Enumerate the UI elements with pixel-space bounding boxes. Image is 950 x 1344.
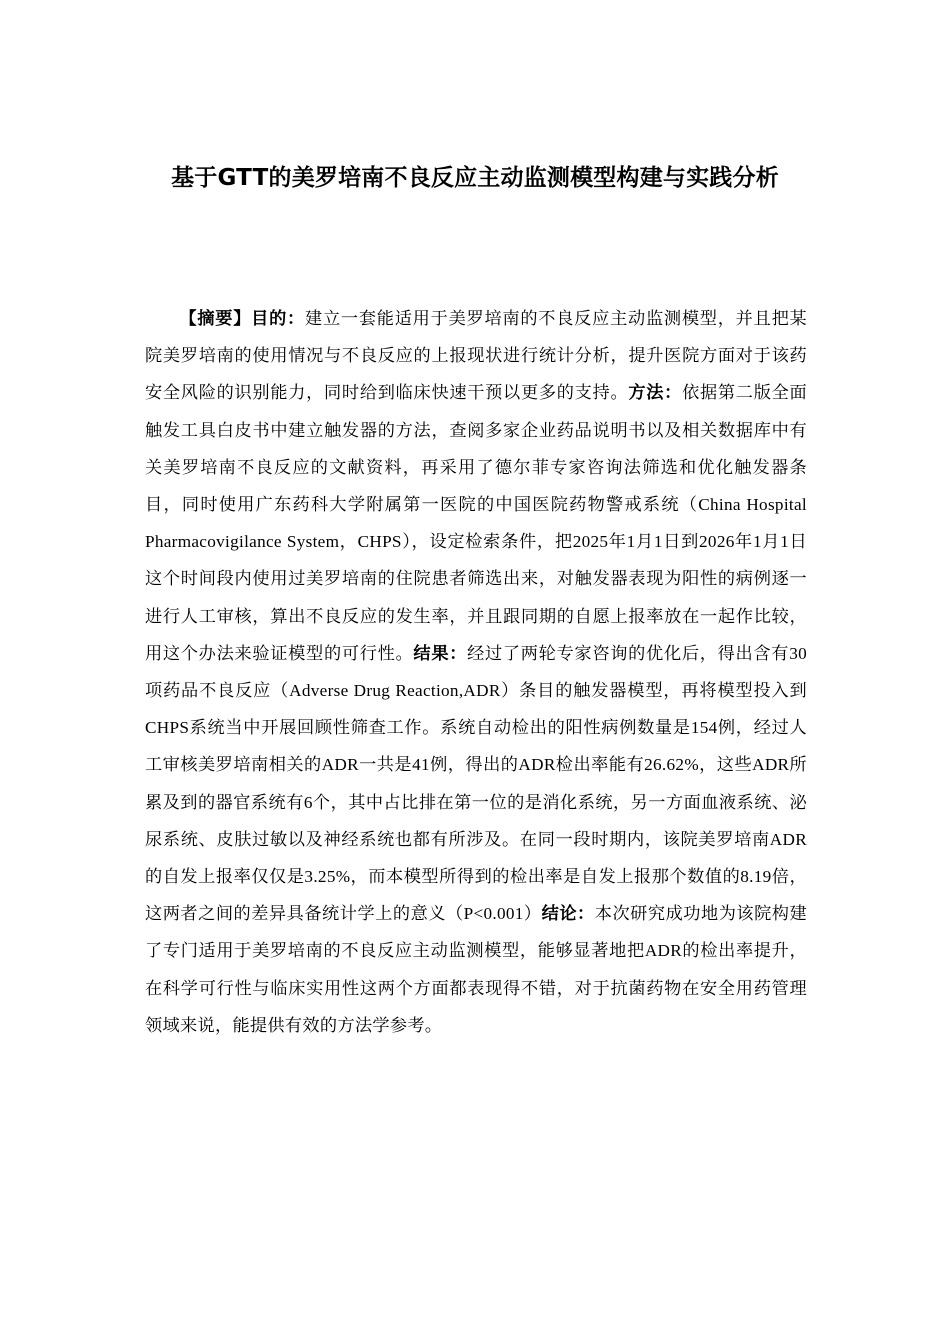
results-text: 经过了两轮专家咨询的优化后，得出含有30项药品不良反应（Adverse Drug Reaction,ADR）条目的触发器模型，再将模型投入到CHPS系统当中开展回顾性筛查工作。系统自动检出的阳性病例数量是154例，经过人工审核美罗培南相关的ADR一共是41例，得出的ADR检出率能有26.62%，这些ADR所累及到的器官系统有6个，其中占比排在第一位的是消化系统，另一方面血液系统、泌尿系统、皮肤过敏以及神经系统也都有所涉及。在同一段时期内，该院美罗培南ADR的自发上报率仅仅是3.25%，而本模型所得到的检出率是自发上报那个数值的8.19倍，这两者之间的差异具备统计学上的意义（P<0.001） <box>145 643 807 924</box>
abstract-heading: 【摘要】 <box>179 309 252 328</box>
conclusion-label: 结论： <box>541 904 595 924</box>
objective-label: 目的： <box>251 309 306 328</box>
objective-text: 建立一套能适用于美罗培南的不良反应主动监测模型，并且把某院美罗培南的使用情况与不良反应的上报现状进行统计分析，提升医院方面对于该药安全风险的识别能力，同时给到临床快速干预以更多的支持。 <box>145 309 808 403</box>
paper-title: 基于GTT的美罗培南不良反应主动监测模型构建与实践分析 <box>171 165 779 191</box>
results-label: 结果： <box>413 643 468 663</box>
methods-label: 方法： <box>628 383 683 403</box>
methods-text: 依据第二版全面触发工具白皮书中建立触发器的方法，查阅多家企业药品说明书以及相关数据库中有关美罗培南不良反应的文献资料，再采用了德尔菲专家咨询法筛选和优化触发器条目，同时使用广东药科大学附属第一医院的中国医院药物警戒系统（China Hospital Pharmacovigilance System，CHPS），设定检索条件，把2025年1月1日到2026年1月1日这个时间段内使用过美罗培南的住院患者筛选出来，对触发器表现为阳性的病例逐一进行人工审核，算出不良反应的发生率，并且跟同期的自愿上报率放在一起作比较，用这个办法来验证模型的可行性。 <box>145 383 807 663</box>
abstract-paragraph <box>145 300 807 1044</box>
conclusion-text: 本次研究成功地为该院构建了专门适用于美罗培南的不良反应主动监测模型，能够显著地把ADR的检出率提升，在科学可行性与临床实用性这两个方面都表现得不错，对于抗菌药物在安全用药管理领域来说，能提供有效的方法学参考。 <box>145 904 808 1035</box>
